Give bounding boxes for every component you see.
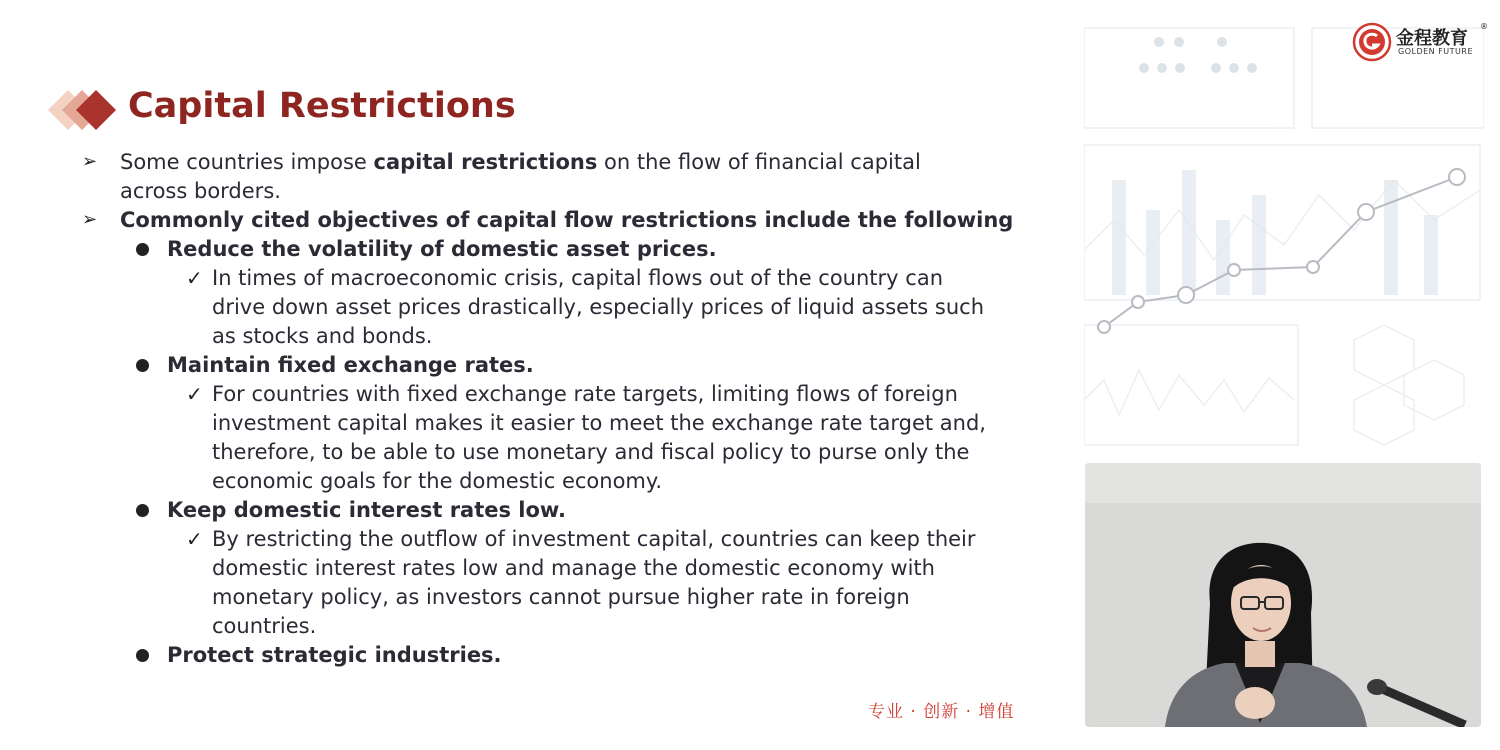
dot-bullet-icon	[136, 504, 149, 517]
dot-bullet-icon	[136, 243, 149, 256]
check-icon: ✓	[186, 382, 203, 406]
intro-line-1: Some countries impose capital restrictions on the flow of financial capital	[120, 150, 921, 174]
objective-detail-line: drive down asset prices drastically, especially prices of liquid assets such	[212, 295, 985, 319]
dot-bullet-icon	[136, 649, 149, 662]
objective-detail-line: countries.	[212, 614, 317, 638]
presenter-image	[1085, 463, 1481, 727]
objective-detail-line: investment capital makes it easier to meet the exchange rate target and,	[212, 411, 986, 435]
page-title: Capital Restrictions	[128, 86, 516, 126]
objectives-heading: Commonly cited objectives of capital flow restrictions include the following	[120, 208, 1014, 232]
check-icon: ✓	[186, 527, 203, 551]
objective-detail-line: domestic interest rates low and manage the domestic economy with	[212, 556, 935, 580]
logo-emblem-icon	[1352, 22, 1392, 62]
company-logo	[1352, 22, 1487, 62]
dot-bullet-icon	[136, 359, 149, 372]
decorative-chart-graphic	[1084, 20, 1484, 450]
logo-name-cn: 金程教育	[1396, 28, 1468, 49]
objective-detail-line: monetary policy, as investors cannot pursue higher rate in foreign	[212, 585, 910, 609]
objective-detail-line: as stocks and bonds.	[212, 324, 433, 348]
registered-mark: ®	[1480, 22, 1488, 31]
objective-detail-line: In times of macroeconomic crisis, capital flows out of the country can	[212, 266, 944, 290]
objective-detail-line: By restricting the outflow of investment capital, countries can keep their	[212, 527, 976, 551]
logo-name-en: GOLDEN FUTURE	[1398, 47, 1474, 56]
arrow-bullet-icon: ➢	[82, 151, 98, 172]
arrow-bullet-icon: ➢	[82, 209, 98, 230]
title-diamond-icon	[44, 86, 124, 136]
objective-heading: Keep domestic interest rates low.	[167, 498, 566, 522]
objective-detail-line: therefore, to be able to use monetary and fiscal policy to purse only the	[212, 440, 970, 464]
objective-detail-line: economic goals for the domestic economy.	[212, 469, 662, 493]
presenter-video[interactable]	[1085, 463, 1481, 727]
objective-detail-line: For countries with fixed exchange rate targets, limiting flows of foreign	[212, 382, 958, 406]
objective-heading: Protect strategic industries.	[167, 643, 502, 667]
objective-heading: Maintain fixed exchange rates.	[167, 353, 534, 377]
check-icon: ✓	[186, 266, 203, 290]
objective-heading: Reduce the volatility of domestic asset prices.	[167, 237, 717, 261]
intro-line-2: across borders.	[120, 179, 281, 203]
footer-slogan: 专业 · 创新 · 增值	[868, 702, 1015, 722]
